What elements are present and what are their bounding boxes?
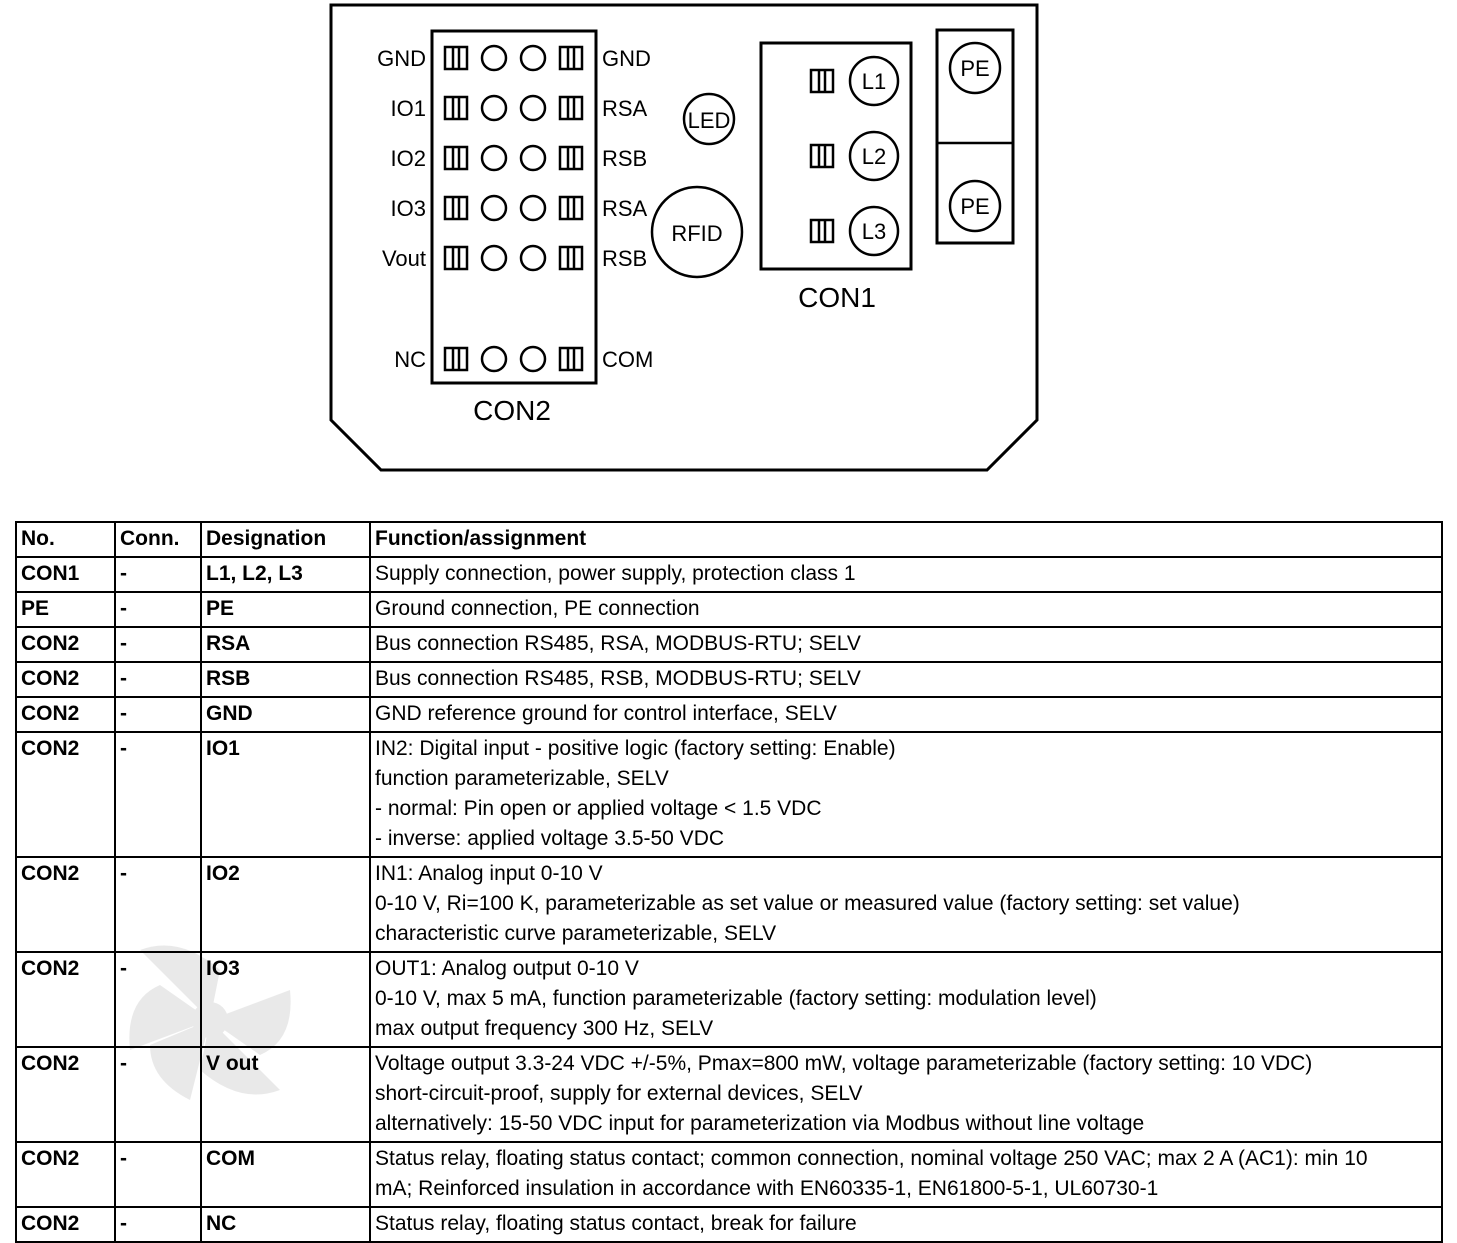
con2-left-pin-label: NC [394,347,426,372]
con2-label: CON2 [473,395,551,426]
connection-diagram [0,0,1457,500]
pe-terminal-label: PE [960,194,990,219]
table-row [16,732,1442,857]
con1-terminal-label: L1 [861,69,887,94]
cell-conn: - [115,592,201,627]
cell-function [370,697,1442,732]
function-line: Ground connection, PE connection [375,597,700,620]
cell-no: PE [16,592,115,627]
cell-designation: IO3 [201,952,370,1047]
table-row [16,697,1442,732]
cell-conn: - [115,857,201,952]
con2-right-pin-label: RSB [602,246,648,271]
function-line: 0-10 V, max 5 mA, function parameterizable (factory setting: modulation level) [375,987,1097,1010]
function-line: Voltage output 3.3-24 VDC +/-5%, Pmax=800 mW, voltage parameterizable (factory setting: 10 VDC) [375,1052,1313,1075]
cell-no: CON2 [16,952,115,1047]
con2-left-pin-label: Vout [381,246,426,271]
function-line: short-circuit-proof, supply for external devices, SELV [375,1082,863,1105]
terminal-clamp-icon [811,220,833,242]
pe-terminal [950,181,1000,231]
con2-right-pin-label: RSA [602,96,648,121]
con1-terminal [811,132,898,180]
cell-designation: PE [201,592,370,627]
cell-no: CON2 [16,1047,115,1142]
table-row [16,592,1442,627]
pin-hole-icon [482,196,506,220]
function-line: Status relay, floating status contact, break for failure [375,1212,857,1235]
cell-conn: - [115,557,201,592]
con1-terminal-label: L2 [861,144,887,169]
cell-function [370,1142,1442,1207]
con2-left-pin-label: IO2 [390,146,426,171]
cell-no: CON2 [16,627,115,662]
terminal-clamp-icon [560,97,582,119]
terminal-clamp-icon [445,197,467,219]
function-line: alternatively: 15-50 VDC input for parameterization via Modbus without line voltage [375,1112,1145,1135]
cell-function [370,732,1442,857]
pin-hole-icon [482,96,506,120]
function-line: characteristic curve parameterizable, SELV [375,922,777,945]
pin-assignment-table [15,521,1441,1243]
terminal-clamp-icon [811,70,833,92]
table-row [16,1142,1442,1207]
cell-designation: IO2 [201,857,370,952]
terminal-clamp-icon [560,348,582,370]
table-row [16,1047,1442,1142]
cell-function [370,557,1442,592]
cell-conn: - [115,697,201,732]
pe-terminal-label: PE [960,56,990,81]
cell-function [370,627,1442,662]
con2-pin-row [391,196,648,221]
con1-terminal-label: L3 [861,219,887,244]
function-line: - normal: Pin open or applied voltage < 1.5 VDC [375,797,822,820]
function-line: max output frequency 300 Hz, SELV [375,1017,714,1040]
cell-no: CON2 [16,857,115,952]
cell-function [370,662,1442,697]
cell-no: CON2 [16,662,115,697]
pe-terminal [950,43,1000,93]
con2-left-pin-label: IO3 [390,196,426,221]
table-row [16,1207,1442,1242]
function-line: IN2: Digital input - positive logic (factory setting: Enable) [375,737,896,760]
led-label: LED [687,108,731,133]
table-row [16,857,1442,952]
terminal-clamp-icon [811,145,833,167]
pin-hole-icon [521,46,545,70]
con1-block [761,43,911,313]
table-row [16,627,1442,662]
cell-designation: NC [201,1207,370,1242]
function-line: mA; Reinforced insulation in accordance with EN60335-1, EN61800-5-1, UL60730-1 [375,1177,1159,1200]
con2-pin-row [391,96,648,121]
cell-function [370,952,1442,1047]
header-function: Function/assignment [370,522,1442,557]
cell-no: CON2 [16,732,115,857]
pe-block [937,30,1013,243]
pin-hole-icon [482,347,506,371]
pin-hole-icon [482,246,506,270]
con2-block [377,31,653,426]
terminal-clamp-icon [560,147,582,169]
pin-hole-icon [482,46,506,70]
con2-right-pin-label: COM [602,347,654,372]
function-line: Bus connection RS485, RSA, MODBUS-RTU; SELV [375,632,861,655]
cell-function [370,592,1442,627]
con1-terminal [811,207,898,255]
pin-hole-icon [521,347,545,371]
cell-no: CON2 [16,1142,115,1207]
con2-pin-row [382,246,647,271]
cell-designation: V out [201,1047,370,1142]
function-line: IN1: Analog input 0-10 V [375,862,603,885]
cell-conn: - [115,732,201,857]
terminal-clamp-icon [445,247,467,269]
function-line: - inverse: applied voltage 3.5-50 VDC [375,827,725,850]
rfid-module [652,187,742,277]
con2-left-pin-label: IO1 [390,96,426,121]
cell-conn: - [115,1047,201,1142]
terminal-clamp-icon [560,247,582,269]
con2-right-pin-label: RSB [602,146,648,171]
con2-frame [432,31,596,383]
con2-left-pin-label: GND [377,46,426,71]
pin-hole-icon [521,246,545,270]
pin-hole-icon [521,196,545,220]
cell-no: CON2 [16,697,115,732]
led-indicator [684,94,734,144]
con2-right-pin-label: RSA [602,196,648,221]
header-conn: Conn. [115,522,201,557]
table-row [16,662,1442,697]
cell-conn: - [115,662,201,697]
con1-frame [761,43,911,269]
function-line: function parameterizable, SELV [375,767,669,790]
cell-designation: RSA [201,627,370,662]
cell-function [370,1047,1442,1142]
function-line: Supply connection, power supply, protection class 1 [375,562,856,585]
terminal-clamp-icon [560,47,582,69]
terminal-clamp-icon [445,47,467,69]
con1-label: CON1 [798,282,876,313]
cell-conn: - [115,952,201,1047]
terminal-clamp-icon [445,147,467,169]
header-no: No. [16,522,115,557]
rfid-label: RFID [671,221,723,246]
header-designation: Designation [201,522,370,557]
pin-hole-icon [482,146,506,170]
terminal-clamp-icon [445,97,467,119]
cell-conn: - [115,627,201,662]
con2-right-pin-label: GND [602,46,651,71]
cell-designation: L1, L2, L3 [201,557,370,592]
function-line: GND reference ground for control interface, SELV [375,702,837,725]
terminal-clamp-icon [445,348,467,370]
cell-function [370,1207,1442,1242]
terminal-clamp-icon [560,197,582,219]
function-line: 0-10 V, Ri=100 K, parameterizable as set value or measured value (factory setting: set value) [375,892,1240,915]
cell-designation: RSB [201,662,370,697]
cell-designation: COM [201,1142,370,1207]
con2-pin-row [377,46,651,71]
table-row [16,557,1442,592]
con1-terminal [811,57,898,105]
function-line: OUT1: Analog output 0-10 V [375,957,639,980]
pin-hole-icon [521,146,545,170]
cell-function [370,857,1442,952]
cell-conn: - [115,1142,201,1207]
cell-no: CON2 [16,1207,115,1242]
con2-pin-row [391,146,648,171]
function-line: Status relay, floating status contact; common connection, nominal voltage 250 VAC; max 2 A (AC1): min 10 [375,1147,1368,1170]
cell-designation: IO1 [201,732,370,857]
function-line: Bus connection RS485, RSB, MODBUS-RTU; SELV [375,667,861,690]
table-header-row [16,522,1442,557]
cell-designation: GND [201,697,370,732]
pin-hole-icon [521,96,545,120]
cell-conn: - [115,1207,201,1242]
table-row [16,952,1442,1047]
cell-no: CON1 [16,557,115,592]
